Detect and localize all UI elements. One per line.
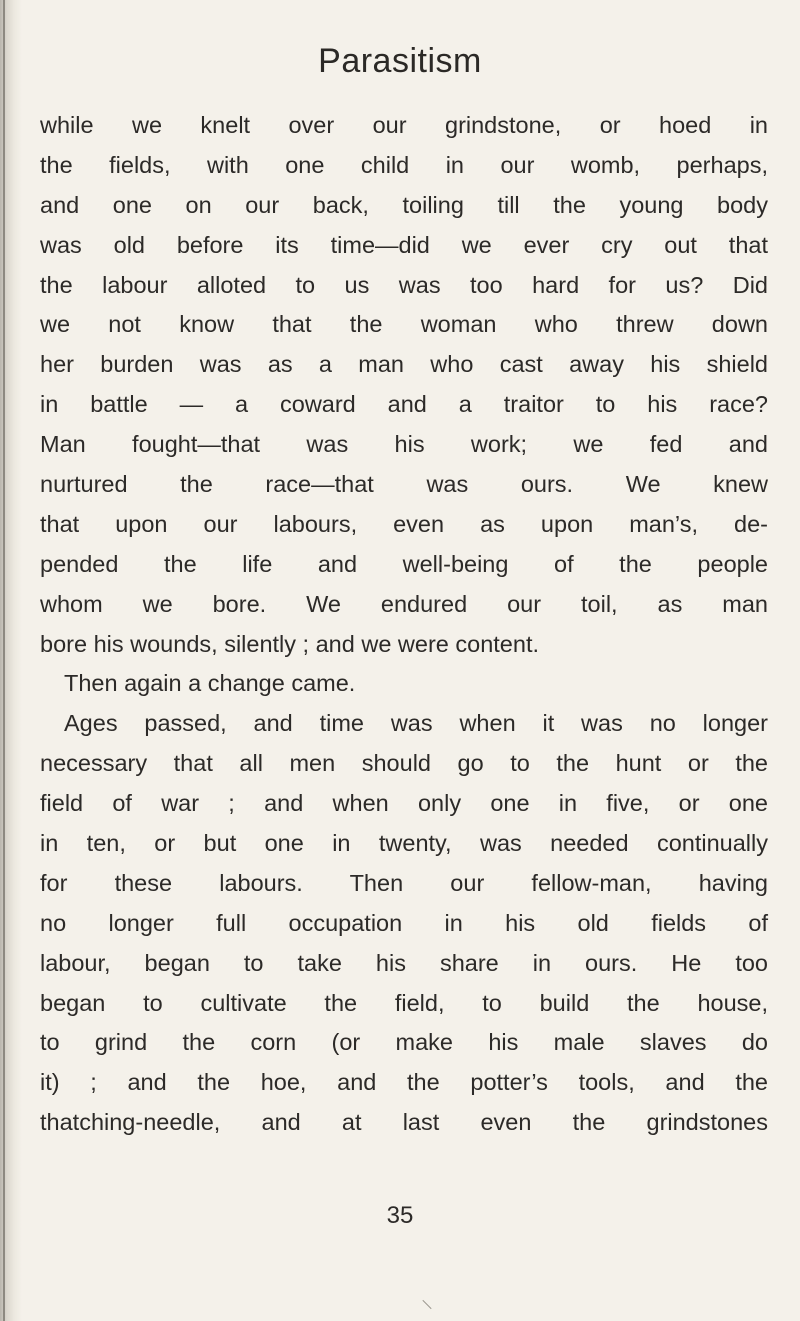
text-line: labour, began to take his share in ours. He too <box>40 949 768 976</box>
text-line: her burden was as a man who cast away his shield <box>40 351 768 378</box>
text-line: was old before its time—did we ever cry out that <box>40 231 768 258</box>
page-number: 35 <box>386 1202 414 1229</box>
text-line: field of war ; and when only one in five, or one <box>40 790 768 817</box>
binding-edge <box>3 0 5 1321</box>
text-line: and one on our back, toiling till the young body <box>40 191 768 218</box>
text-line: bore his wounds, silently ; and we were content. <box>40 630 539 657</box>
text-line: to grind the corn (or make his male slaves do <box>40 1029 768 1056</box>
text-line: pended the life and well-being of the people <box>40 550 768 577</box>
text-line: for these labours. Then our fellow-man, having <box>40 869 768 896</box>
text-line: nurtured the race—that was ours. We knew <box>40 471 768 498</box>
text-line: began to cultivate the field, to build the house, <box>40 989 768 1016</box>
text-line: necessary that all men should go to the hunt or the <box>40 750 768 777</box>
page-title: Parasitism <box>318 42 482 80</box>
text-line: Man fought—that was his work; we fed and <box>40 431 768 458</box>
scan-mark <box>422 1300 431 1309</box>
paragraph-line: Ages passed, and time was when it was no longer <box>64 710 768 737</box>
text-line: that upon our labours, even as upon man’s, de- <box>40 510 768 537</box>
text-line: whom we bore. We endured our toil, as man <box>40 590 768 617</box>
text-line: the labour alloted to us was too hard for us? Did <box>40 271 768 298</box>
text-line: while we knelt over our grindstone, or hoed in <box>40 112 768 138</box>
paragraph-line: Then again a change came. <box>64 670 356 697</box>
text-line: in ten, or but one in twenty, was needed continually <box>40 830 768 857</box>
text-line: in battle — a coward and a traitor to his race? <box>40 391 768 418</box>
text-line: it) ; and the hoe, and the potter’s tools, and the <box>40 1069 768 1096</box>
text-line: no longer full occupation in his old fields of <box>40 909 768 936</box>
text-line: the fields, with one child in our womb, perhaps, <box>40 151 768 178</box>
body-text <box>40 106 768 1143</box>
text-line: we not know that the woman who threw down <box>40 311 768 338</box>
text-line: thatching-needle, and at last even the grindstones <box>40 1109 768 1136</box>
